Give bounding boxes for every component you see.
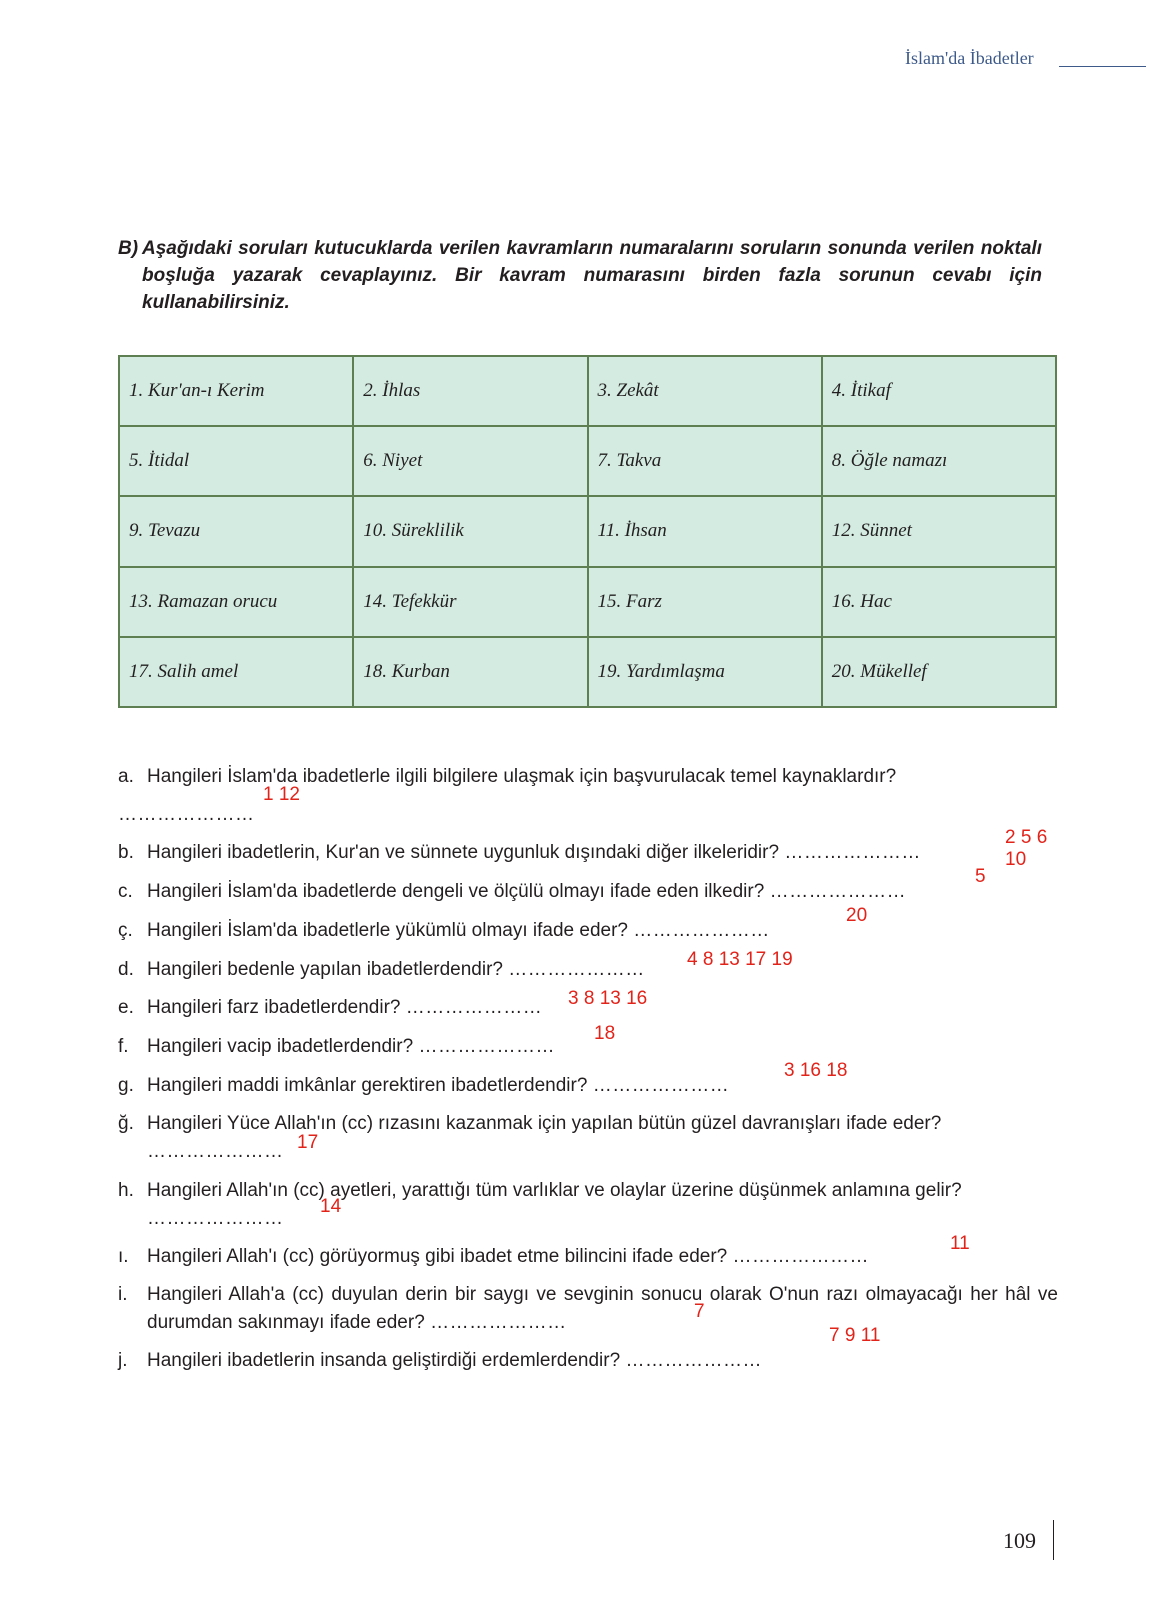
concept-cell: 6. Niyet <box>353 426 587 496</box>
question-f <box>118 1033 1058 1061</box>
question-letter: ı. <box>118 1246 129 1267</box>
handwritten-answer: 5 <box>975 866 986 887</box>
handwritten-answer: 14 <box>320 1196 342 1217</box>
question-text: Hangileri İslam'da ibadetlerle ilgili bilgilere ulaşmak için başvurulacak temel kaynaklardır? <box>147 766 897 787</box>
concept-cell: 17. Salih amel <box>119 637 353 707</box>
question-text: Hangileri İslam'da ibadetlerle yükümlü olmayı ifade eder? <box>147 920 628 941</box>
answer-blank[interactable]: ………………… <box>147 1141 284 1162</box>
concept-cell: 9. Tevazu <box>119 496 353 566</box>
question-letter: f. <box>118 1036 129 1057</box>
question-letter: c. <box>118 881 133 902</box>
handwritten-answer: 11 <box>950 1233 970 1254</box>
question-letter: i. <box>118 1284 128 1305</box>
answer-blank[interactable]: ………………… <box>508 959 645 980</box>
question-c <box>118 878 1058 906</box>
question-letter: e. <box>118 997 134 1018</box>
answer-blank[interactable]: ………………… <box>430 1312 567 1333</box>
handwritten-answer: 3 16 18 <box>784 1060 848 1081</box>
running-header-title: İslam'da İbadetler <box>905 48 1034 68</box>
handwritten-answer: 7 9 11 <box>829 1325 881 1346</box>
question-a <box>118 763 1058 791</box>
instruction-block <box>118 235 1042 316</box>
concept-cell: 5. İtidal <box>119 426 353 496</box>
concept-cell: 14. Tefekkür <box>353 567 587 637</box>
page-number: 109 <box>1003 1528 1036 1553</box>
concept-cell: 19. Yardımlaşma <box>588 637 822 707</box>
question-a-blank-line <box>118 801 1058 829</box>
handwritten-answer: 17 <box>297 1132 319 1153</box>
answer-blank[interactable]: ………………… <box>147 1208 284 1229</box>
handwritten-answer: 7 <box>694 1301 705 1322</box>
handwritten-answer: 2 5 6 10 <box>1005 827 1048 870</box>
concept-grid <box>118 355 1057 708</box>
answer-blank[interactable]: ………………… <box>732 1246 870 1267</box>
question-text: Hangileri Yüce Allah'ın (cc) rızasını kazanmak için yapılan bütün güzel davranışları ifade eder? <box>147 1113 942 1134</box>
answer-blank[interactable]: ………………… <box>418 1036 555 1057</box>
question-c-cedilla <box>118 917 1058 945</box>
question-text: Hangileri ibadetlerin insanda geliştirdiği erdemlerdendir? <box>147 1350 621 1371</box>
question-text: Hangileri ibadetlerin, Kur'an ve sünnete uygunluk dışındaki diğer ilkeleridir? <box>147 842 780 863</box>
instruction-text: Aşağıdaki soruları kutucuklarda verilen kavramların numaralarını soruların sonunda verilen noktalı boşluğa yazarak cevaplayınız. Bir kavram numarasını birden fazla sorunun cevabı için kullanabilirsiniz. <box>142 238 1042 313</box>
handwritten-answer: 18 <box>594 1023 616 1044</box>
question-text: Hangileri Allah'ı (cc) görüyormuş gibi ibadet etme bilincini ifade eder? <box>147 1246 728 1267</box>
answer-blank[interactable]: ………………… <box>633 920 770 941</box>
handwritten-answer: 3 8 13 16 <box>568 988 648 1009</box>
question-letter: g. <box>118 1075 134 1096</box>
question-letter: ç. <box>118 920 133 941</box>
question-letter: b. <box>118 842 134 863</box>
question-i <box>118 1281 1058 1337</box>
question-letter: h. <box>118 1180 134 1201</box>
question-j <box>118 1347 1058 1375</box>
question-text: Hangileri maddi imkânlar gerektiren ibadetlerdendir? <box>147 1075 588 1096</box>
question-d <box>118 956 1058 984</box>
answer-blank[interactable]: ………………… <box>405 997 543 1018</box>
question-g <box>118 1072 1058 1100</box>
question-text: Hangileri İslam'da ibadetlerde dengeli ve ölçülü olmayı ifade eden ilkedir? <box>147 881 765 902</box>
instruction-label: B) <box>118 238 139 259</box>
concept-cell: 15. Farz <box>588 567 822 637</box>
concept-cell: 8. Öğle namazı <box>822 426 1056 496</box>
question-letter: d. <box>118 959 134 980</box>
question-g-breve <box>118 1110 1058 1166</box>
concept-cell: 7. Takva <box>588 426 822 496</box>
handwritten-answer: 20 <box>846 905 868 926</box>
page-number-rule <box>1053 1520 1054 1560</box>
concept-cell: 4. İtikaf <box>822 356 1056 426</box>
question-h <box>118 1177 1058 1233</box>
question-letter: a. <box>118 766 134 787</box>
question-letter: j. <box>118 1350 128 1371</box>
concept-cell: 13. Ramazan orucu <box>119 567 353 637</box>
answer-blank[interactable]: ………………… <box>625 1350 762 1371</box>
question-dotless-i <box>118 1243 1058 1271</box>
question-text: Hangileri farz ibadetlerdendir? <box>147 997 401 1018</box>
question-letter: ğ. <box>118 1113 134 1134</box>
answer-blank[interactable]: ………………… <box>769 881 907 902</box>
handwritten-answer: 1 12 <box>263 784 300 805</box>
question-text: Hangileri Allah'ın (cc) ayetleri, yarattığı tüm varlıklar ve olaylar üzerine düşünmek anlamına gelir? <box>147 1180 962 1201</box>
answer-blank[interactable]: ………………… <box>118 804 255 825</box>
question-b <box>118 839 1058 867</box>
concept-cell: 10. Süreklilik <box>353 496 587 566</box>
concept-cell: 2. İhlas <box>353 356 587 426</box>
concept-cell: 18. Kurban <box>353 637 587 707</box>
header-rule <box>1059 66 1146 67</box>
concept-cell: 16. Hac <box>822 567 1056 637</box>
question-text: Hangileri vacip ibadetlerdendir? <box>147 1036 414 1057</box>
concept-cell: 3. Zekât <box>588 356 822 426</box>
concept-cell: 20. Mükellef <box>822 637 1056 707</box>
question-text: Hangileri bedenle yapılan ibadetlerdendir? <box>147 959 503 980</box>
concept-cell: 11. İhsan <box>588 496 822 566</box>
handwritten-answer: 4 8 13 17 19 <box>687 949 793 970</box>
concept-cell: 1. Kur'an-ı Kerim <box>119 356 353 426</box>
answer-blank[interactable]: ………………… <box>784 842 921 863</box>
answer-blank[interactable]: ………………… <box>592 1075 730 1096</box>
question-text: Hangileri Allah'a (cc) duyulan derin bir saygı ve sevginin sonucu olarak O'nun razı olmayacağı her hâl ve durumdan sakınmayı ifade eder? <box>147 1284 1058 1333</box>
concept-cell: 12. Sünnet <box>822 496 1056 566</box>
